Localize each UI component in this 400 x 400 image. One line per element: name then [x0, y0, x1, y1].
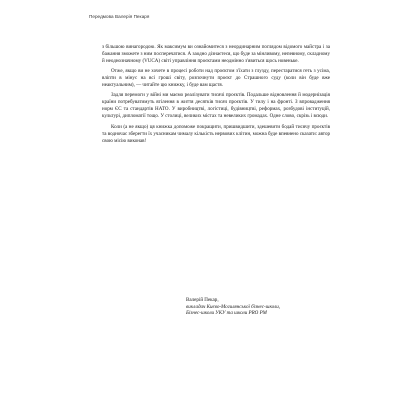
body-text	[102, 44, 330, 145]
paragraph-3: Задля перемоги у війні ми маємо реалізувати тисячі проєктів. Подальше відновлення й модернізація країни потребуватимуть втілення в життя десятків тисяч проєктів. У тилу і на фронті. З впровадження норм ЄС та стандартів НАТО. У виробництві, логістиці, будівництві, реформах, розбудові інституцій, культурі, дипломатії тощо. У столиці, великих містах та невеликих громадах. Одне слово, скрізь і всюди.	[102, 92, 330, 120]
paragraph-1: з більшою винагородою. Як максимум ви ознайомитеся з неординарним поглядом відомого майстра і за бажання зможете з ним посперечатися. А заодно дізнаєтеся, що буде за мінливому, непевному, складному й неоднозначному (VUCA) світі управління проєктами неодмінно з'явиться щось новеньке.	[102, 44, 330, 64]
signature-role-1: викладач Києво-Могилянської бізнес-школи,	[186, 303, 281, 310]
paragraph-4: Коли (а не якщо) ця книжка допоможе покращити, пришвидшити, здешевити бодай тисячу проєктів та водночас зберегти їх учасникам чималу кількість нервових клітин, можна буде впевнено сказати: автор свою місію виконав!	[102, 123, 330, 144]
paragraph-2: Отже, якщо ви не хочете в процесі роботи над проєктом з'їхати з глузду, перестаратися геть з усіма, вліпти в мінус на всі гроші світу, розпочнути проєкт до Страшного суду (коли він буде вже неактуальним), — читайте цю книжку, і буде вам щастя.	[102, 68, 330, 89]
signature-block	[186, 297, 346, 317]
signature-name: Валерій Пекар,	[186, 297, 219, 303]
signature-role-2: Бізнес-школи УКУ та школи PRO PM	[186, 310, 267, 317]
running-head: Передмова Валерія Пекаря	[89, 14, 150, 19]
